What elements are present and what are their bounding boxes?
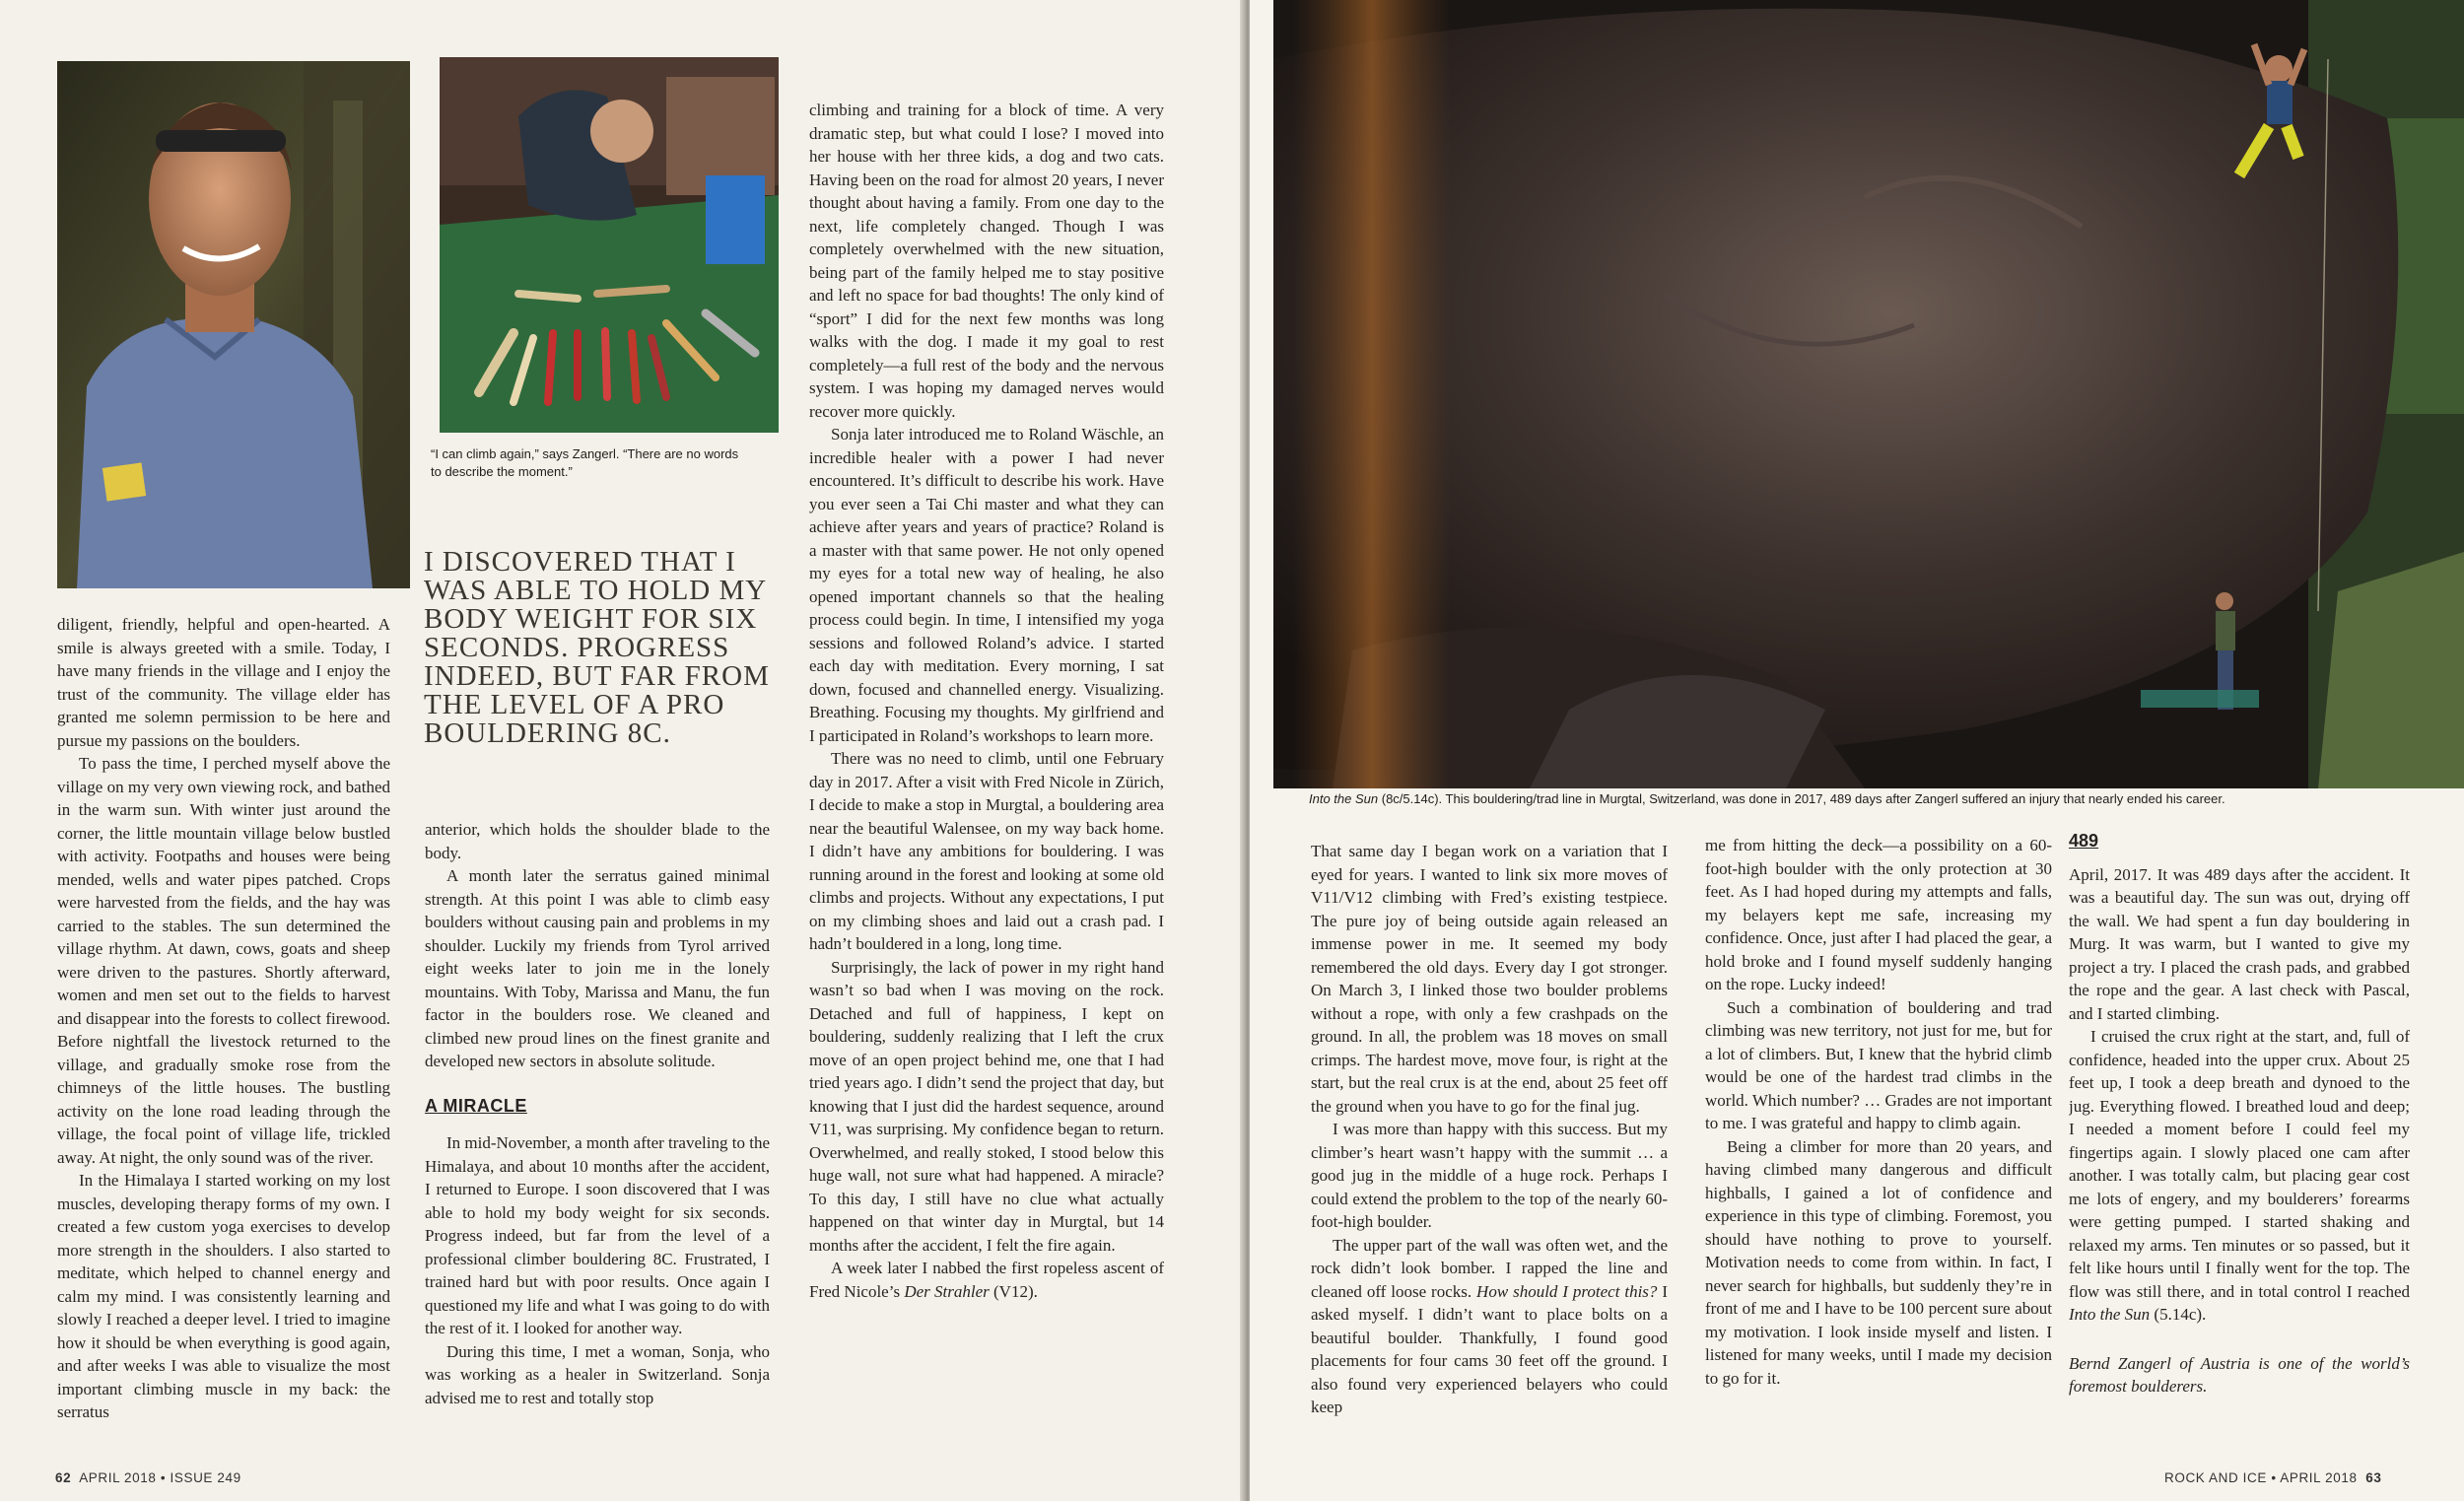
page-number: 63 <box>2365 1470 2382 1485</box>
text-run: The upper part of the wall was often wet, and the rock didn’t look bomber. I rapped the line and cleaned off loose rocks. <box>1311 1235 1668 1301</box>
paragraph: That same day I began work on a variation that I eyed for years. I wanted to link six more moves of V11/V12 climbing with Fred’s existing testpiece. The pure joy of being outside again released an immense power in me. It seemed my body remembered the old days. Every day I got stronger. On March 3, I linked those two boulder problems without a rope, with only a few crashpads on the ground. In all, the problem was 18 moves on small crimps. The hardest move, move four, is right at the start, but the real crux is at the end, about 25 feet off the ground when you have to go for the final jug. <box>1311 842 1668 1116</box>
caption-text: (8c/5.14c). This bouldering/trad line in Murgtal, Switzerland, was done in 2017, 489 days after Zangerl suffered an injury that nearly ended his career. <box>1378 791 2225 806</box>
right-folio <box>2164 1470 2381 1485</box>
portrait-photo <box>57 61 410 588</box>
gear-photo-caption: “I can climb again,” says Zangerl. “There are no words to describe the moment.” <box>431 446 739 479</box>
caption-route-name: Into the Sun <box>1309 791 1379 806</box>
text-run: (V12). <box>989 1281 1038 1301</box>
text-column-3 <box>809 99 1164 1459</box>
text-column-5 <box>1705 834 2052 1445</box>
text-run: I asked myself. I didn’t want to place bolts on a beautiful boulder. Thankfully, I found good placements for four cams 30 feet off the ground. I also found very experienced belayers who could keep <box>1311 1281 1668 1416</box>
emphasis: How should I protect this? <box>1476 1281 1658 1301</box>
pull-quote: I DISCOVERED THAT I WAS ABLE TO HOLD MY BODY WEIGHT FOR SIX SECONDS. PROGRESS INDEED, BUT FAR FROM THE LEVEL OF A PRO BOULDERING 8C. <box>424 546 770 749</box>
paragraph: Being a climber for more than 20 years, and having climbed many dangerous and difficult highballs, I gained a lot of confidence and experience in this type of climbing. Foremost, you should have nothing to prove to yourself. Motivation needs to come from within. In fact, I never search for highballs, but suddenly they’re in front of me and I have to be 100 percent sure about my motivation. I look inside myself and listen. I listened for many weeks, until I made my decision to go for it. <box>1705 1136 2052 1388</box>
text-column-1 <box>57 613 390 1433</box>
paragraph: In mid-November, a month after traveling to the Himalaya, and about 10 months after the accident, I returned to Europe. I soon discovered that I was able to hold my body weight for six seconds. Progress indeed, but far from the level of a professional climber bouldering 8C. Frustrated, I trained hard but with poor results. Once again I questioned my life and what I was going to do with the rest of it. I looked for another way. <box>425 1133 770 1337</box>
climbing-photo <box>1273 0 2464 788</box>
climbing-photo-caption <box>1309 790 2452 808</box>
paragraph: To pass the time, I perched myself above the village on my very own viewing rock, and bathed in the warm sun. With winter just around the corner, the little mountain village below bustled with activity. Footpaths and houses were being mended, wells and water pipes patched. Crops were harvested from the fields, and the hay was carried to the stables. The sun determined the village rhythm. At dawn, cows, goats and sheep were driven to the pastures. Shortly afterward, women and men set out to the fields to harvest and disappear into the forests to collect firewood. Before nightfall the livestock returned to the village, and gradually smoke rose from the chimneys of the little houses. The bustling activity on the lone road leading through the village, the focal point of village life, trickled away. At night, the only sound was of the river. <box>57 754 390 1167</box>
paragraph: During this time, I met a woman, Sonja, who was working as a healer in Switzerland. Sonja advised me to rest and totally stop <box>425 1341 770 1407</box>
text-run: I cruised the crux right at the start, and, full of confidence, headed into the upper crux. About 25 feet up, I took a deep breath and dynoed to the jug. Everything flowed. I breathed loud and deep; I needed a moment before I could feel my fingertips again. I slowly placed one cam after another. I was totally calm, but placing gear cost me lots of engery, and my boulderers’ forearms were getting pumped. I started shaking and relaxed my arms. Ten minutes or so passed, but it felt like hours until I finally went for the top. The flow was still there, and in total control I reached <box>2069 1027 2410 1301</box>
subhead-489: 489 <box>2069 831 2099 851</box>
text-column-4 <box>1311 840 1668 1470</box>
text-run: (5.14c). <box>2150 1305 2207 1324</box>
paragraph: me from hitting the deck—a possibility on a 60-foot-high boulder with the only protection at 30 feet. As I had hoped during my attempts and falls, my belayers kept me safe, increasing my confidence. Once, just after I had placed the gear, a hold broke and I found myself suddenly hanging on the rope. Lucky indeed! <box>1705 836 2052 993</box>
paragraph: Such a combination of bouldering and trad climbing was new territory, not just for me, but for a lot of climbers. But, I knew that the hybrid climb would be one of the hardest trad climbs in the world. Which number? … Grades are not important to me. I was grateful and happy to climb again. <box>1705 997 2052 1132</box>
folio-text: APRIL 2018 • ISSUE 249 <box>79 1470 241 1485</box>
text-column-6 <box>2069 830 2410 1441</box>
paragraph: diligent, friendly, helpful and open-hearted. A smile is always greeted with a smile. Today, I have many friends in the village and I enjoy the trust of the community. The village elder has granted me solemn permission to be here and pursue my passions on the boulders. <box>57 615 390 750</box>
route-name: Into the Sun <box>2069 1305 2151 1324</box>
text-column-2 <box>425 818 770 1449</box>
paragraph: climbing and training for a block of time. A very dramatic step, but what could I lose? I moved into her house with her three kids, a dog and two cats. Having been on the road for almost 20 years, I never thought about having a family. From one day to the next, life completely changed. Though I was completely overwhelmed with the new situation, being part of the family helped me to stay positive and left no space for bad thoughts! The only kind of “sport” I did for the next few months was long walks with the dog. I made it my goal to rest completely—a full rest of the body and the nervous system. I was hoping my damaged nerves would recover more quickly. <box>809 101 1164 421</box>
climbing-photo-image <box>1273 0 2464 788</box>
right-page <box>1250 0 2464 1501</box>
gear-photo-image <box>440 57 779 433</box>
subhead-a-miracle: A MIRACLE <box>425 1095 527 1116</box>
paragraph: In the Himalaya I started working on my lost muscles, developing therapy forms of my own. I created a few custom yoga exercises to develop more strength in the shoulders. I also started to meditate, which helped to channel energy and calm my mind. I was consistently learning and slowly I reached a deeper level. I tried to imagine how it should be when everything is good again, and after weeks I was able to visualize the most important climbing muscle in my back: the serratus <box>57 1171 390 1421</box>
left-folio <box>55 1470 241 1485</box>
paragraph: I was more than happy with this success. But my climber’s heart wasn’t happy with the summit … a good jug in the middle of a huge rock. Perhaps I could extend the problem to the top of the nearly 60-foot-high boulder. <box>1311 1120 1668 1231</box>
gear-photo <box>440 57 779 433</box>
portrait-photo-image <box>57 61 410 588</box>
paragraph: A month later the serratus gained minimal strength. At this point I was able to climb easy boulders without causing pain and problems in my shoulder. Luckily my friends from Tyrol arrived eight weeks later to join me in the lonely mountains. With Toby, Marissa and Manu, the fun factor in the boulders rose. We cleaned and climbed new proud lines on the finest granite and developed new sectors in absolute solitude. <box>425 866 770 1070</box>
page-number: 62 <box>55 1470 72 1485</box>
folio-text: ROCK AND ICE • APRIL 2018 <box>2164 1470 2358 1485</box>
author-byline: Bernd Zangerl of Austria is one of the world’s foremost boulderers. <box>2069 1353 2410 1396</box>
route-name: Der Strahler <box>904 1281 990 1301</box>
paragraph <box>809 1257 1164 1303</box>
paragraph <box>1311 1234 1668 1419</box>
paragraph: Sonja later introduced me to Roland Wäschle, an incredible healer with a power I had never encountered. It’s difficult to describe his work. Have you ever seen a Tai Chi master and what they can achieve after years and years of practice? Roland is a master with that same power. He not only opened my eyes for a total new way of healing, he also opened important channels so that the healing process could begin. In time, I intensified my yoga sessions and followed Roland’s advice. I started each day with meditation. Every morning, I sat down, focused and channelled energy. Visualizing. Breathing. Focusing my thoughts. My girlfriend and I participated in Roland’s workshops to learn more. <box>809 425 1164 745</box>
paragraph: There was no need to climb, until one February day in 2017. After a visit with Fred Nicole in Zürich, I decide to make a stop in Murgtal, a bouldering area near the beautiful Walensee, on my way back home. I didn’t have any ambitions for bouldering. I was running around in the forest and looking at some old climbs and projects. Without any expectations, I put on my climbing shoes and laid out a crash pad. I hadn’t bouldered in a long, long time. <box>809 749 1164 953</box>
text-run: A week later I nabbed the first ropeless ascent of Fred Nicole’s <box>809 1259 1164 1301</box>
paragraph <box>2069 1025 2410 1327</box>
paragraph: Surprisingly, the lack of power in my right hand wasn’t so bad when I was moving on the rock. Detached and full of happiness, I kept on bouldering, suddenly realizing that I left the crux move of an open project behind me, one that I had tried years ago. I didn’t send the project that day, but knowing that I just did the hardest sequence, around V11, was surprising. My confidence began to return. Overwhelmed, and really stoked, I stood below this huge wall, not sure what had happened. A miracle? To this day, I still have no clue what actually happened on that winter day in Murgtal, but 14 months after the accident, I felt the fire again. <box>809 957 1164 1255</box>
paragraph: anterior, which holds the shoulder blade to the body. <box>425 820 770 862</box>
paragraph: April, 2017. It was 489 days after the accident. It was a beautiful day. The sun was out, drying off the wall. We had spent a fun day bouldering in Murg. It was warm, but I wanted to give my project a try. I placed the crash pads, and grabbed the rope and the gear. A last check with Pascal, and I started climbing. <box>2069 864 2410 1023</box>
